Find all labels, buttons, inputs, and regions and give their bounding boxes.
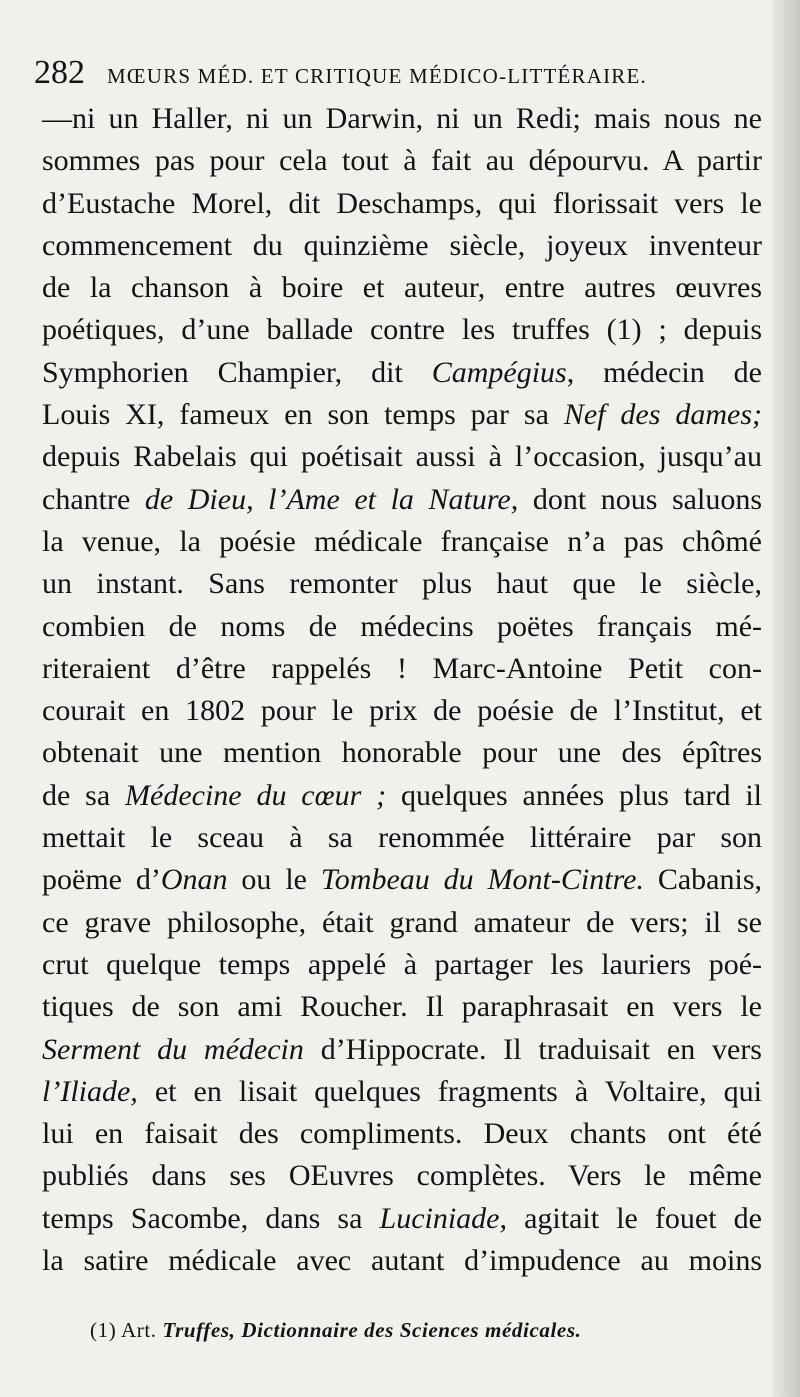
italic-text: Serment du médecin	[42, 1032, 304, 1066]
text-segment: un instant. Sans remonter plus haut que le siècle,	[42, 567, 762, 601]
text-segment: courait en 1802 pour le prix de poésie de l’Institut, et	[42, 694, 762, 728]
text-line	[42, 394, 762, 436]
footnote-title: Truffes, Dictionnaire des Sciences médicales.	[162, 1318, 582, 1342]
text-line	[42, 225, 762, 267]
text-segment: mettait le sceau à sa renommée littéraire par son	[42, 821, 762, 855]
italic-text: Onan	[160, 863, 228, 897]
text-segment: sommes pas pour cela tout à fait au dépourvu. A partir	[42, 144, 762, 178]
running-head: MŒURS MÉD. ET CRITIQUE MÉDICO-LITTÉRAIRE.	[107, 64, 647, 88]
text-segment: , médecin de	[566, 355, 763, 389]
text-line	[42, 352, 762, 394]
text-line	[42, 732, 762, 774]
text-segment: quelques années plus tard il	[386, 778, 762, 812]
italic-text: de Dieu, l’Ame et la Nature,	[144, 482, 519, 516]
text-segment: tiques de son ami Roucher. Il paraphrasait en vers le	[42, 990, 762, 1024]
text-segment: crut quelque temps appelé à partager les lauriers poé-	[42, 947, 762, 981]
text-segment: temps Sacombe, dans sa	[42, 1201, 380, 1235]
text-segment: depuis Rabelais qui poétisait aussi à l’occasion, jusqu’au	[42, 440, 762, 474]
text-segment: Louis XI, fameux en son temps par sa	[42, 398, 564, 432]
text-segment: commencement du quinzième siècle, joyeux inventeur	[42, 228, 762, 262]
text-segment: poëme d’	[42, 863, 161, 897]
italic-text: Luciniade,	[379, 1201, 508, 1235]
italic-text: Nef des dames;	[563, 398, 762, 432]
text-segment: chantre	[42, 482, 145, 516]
text-line	[42, 140, 762, 182]
text-line	[42, 859, 762, 901]
page-number: 282	[34, 54, 85, 91]
text-segment: et en lisait quelques fragments à Voltaire, qui	[137, 1074, 762, 1108]
italic-text: Tombeau du Mont-Cintre.	[320, 863, 644, 897]
italic-text: Médecine du cœur ;	[125, 778, 387, 812]
text-segment: d’Eustache Morel, dit Deschamps, qui florissait vers le	[42, 186, 762, 220]
text-segment: la venue, la poésie médicale française n’a pas chômé	[42, 524, 762, 558]
text-line	[42, 1155, 762, 1197]
page-header	[34, 54, 734, 98]
text-segment: agitait le fouet de	[507, 1201, 762, 1235]
footnote-marker: (1) Art.	[90, 1318, 163, 1342]
text-line	[42, 1113, 762, 1155]
text-segment: lui en faisait des compliments. Deux chants ont été	[42, 1117, 762, 1151]
text-line	[42, 690, 762, 732]
text-line	[42, 1240, 762, 1282]
text-line	[42, 648, 762, 690]
text-line	[42, 563, 762, 605]
text-segment: riteraient d’être rappelés ! Marc-Antoine Petit con-	[42, 651, 762, 685]
text-line	[42, 986, 762, 1028]
text-line	[42, 479, 762, 521]
text-line	[42, 309, 762, 351]
text-line	[42, 1071, 762, 1113]
text-segment: dont nous saluons	[518, 482, 763, 516]
text-line	[42, 98, 762, 140]
text-line	[42, 1029, 762, 1071]
text-line	[42, 521, 762, 563]
text-segment: poétiques, d’une ballade contre les truffes (1) ; depuis	[42, 313, 762, 347]
text-segment: d’Hippocrate. Il traduisait en vers	[303, 1032, 762, 1066]
text-line	[42, 183, 762, 225]
text-segment: de la chanson à boire et auteur, entre autres œuvres	[42, 271, 762, 305]
text-segment: de sa	[42, 778, 126, 812]
text-segment: publiés dans ses OEuvres complètes. Vers le même	[42, 1159, 762, 1193]
text-segment: ce grave philosophe, était grand amateur de vers; il se	[42, 905, 762, 939]
text-line	[42, 267, 762, 309]
text-line	[42, 817, 762, 859]
page-edge-shadow	[772, 0, 800, 1397]
text-line	[42, 606, 762, 648]
body-text	[42, 98, 762, 1282]
text-line	[42, 902, 762, 944]
text-line	[42, 1198, 762, 1240]
text-segment: Symphorien Champier, dit	[42, 355, 432, 389]
text-line	[42, 436, 762, 478]
text-segment: combien de noms de médecins poëtes français mé-	[42, 609, 762, 643]
text-segment: la satire médicale avec autant d’impudence au moins	[42, 1244, 762, 1278]
italic-text: Campégius	[431, 355, 567, 389]
text-line	[42, 944, 762, 986]
italic-text: l’Iliade,	[42, 1074, 138, 1108]
text-segment: ou le	[227, 863, 321, 897]
text-segment: —ni un Haller, ni un Darwin, ni un Redi; mais nous ne	[42, 102, 762, 135]
footnote	[90, 1318, 710, 1348]
text-line	[42, 775, 762, 817]
text-segment: obtenait une mention honorable pour une des épîtres	[42, 736, 762, 770]
text-segment: Cabanis,	[643, 863, 762, 897]
